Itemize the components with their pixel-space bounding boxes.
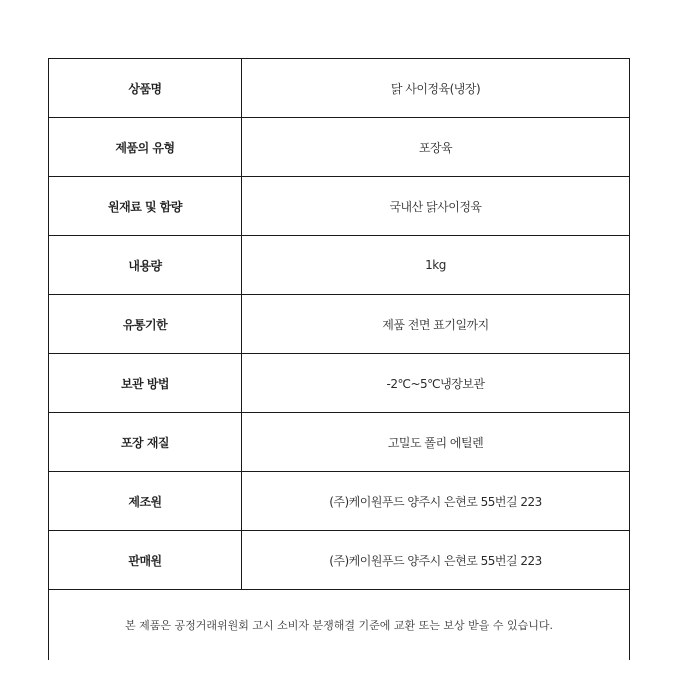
expiry-value: 제품 전면 표기일까지 [242, 295, 630, 354]
table-row [49, 413, 630, 472]
net-weight-value: 1kg [242, 236, 630, 295]
packaging-label: 포장 재질 [49, 413, 242, 472]
table-row [49, 118, 630, 177]
storage-label: 보관 방법 [49, 354, 242, 413]
seller-label: 판매원 [49, 531, 242, 590]
manufacturer-value: (주)케이원푸드 양주시 은현로 55번길 223 [242, 472, 630, 531]
product-info-table [48, 58, 630, 660]
net-weight-label: 내용량 [49, 236, 242, 295]
consumer-notice: 본 제품은 공정거래위원회 고시 소비자 분쟁해결 기준에 교환 또는 보상 받을 수 있습니다. [49, 590, 630, 661]
expiry-label: 유통기한 [49, 295, 242, 354]
table-row [49, 354, 630, 413]
table-row [49, 236, 630, 295]
table-row [49, 531, 630, 590]
manufacturer-label: 제조원 [49, 472, 242, 531]
ingredients-value: 국내산 닭사이정육 [242, 177, 630, 236]
table-row [49, 295, 630, 354]
table-row [49, 472, 630, 531]
packaging-value: 고밀도 폴리 에틸렌 [242, 413, 630, 472]
table-row [49, 177, 630, 236]
ingredients-label: 원재료 및 함량 [49, 177, 242, 236]
product-type-value: 포장육 [242, 118, 630, 177]
product-name-label: 상품명 [49, 59, 242, 118]
notice-row [49, 590, 630, 661]
table-row [49, 59, 630, 118]
product-type-label: 제품의 유형 [49, 118, 242, 177]
seller-value: (주)케이원푸드 양주시 은현로 55번길 223 [242, 531, 630, 590]
product-name-value: 닭 사이정육(냉장) [242, 59, 630, 118]
storage-value: -2℃~5℃냉장보관 [242, 354, 630, 413]
